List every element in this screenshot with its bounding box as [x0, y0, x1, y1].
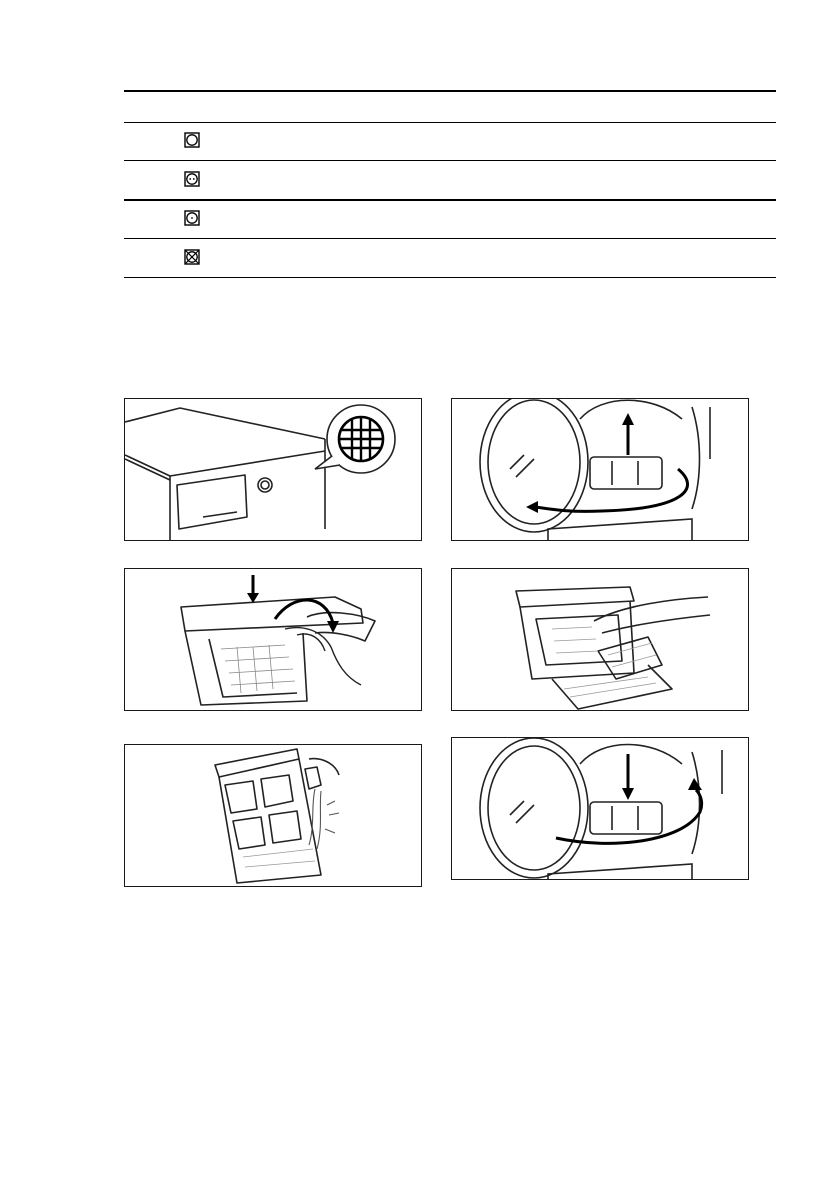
rinse-filter-illustration [125, 745, 421, 886]
panel-open-door-lift-filter [451, 398, 749, 541]
open-door-illustration [452, 399, 748, 540]
panel-remove-fluff [451, 568, 749, 711]
table-row-divider [124, 160, 776, 161]
table-row-divider [124, 238, 776, 239]
filter-open-illustration [125, 569, 421, 710]
table-row-divider [124, 199, 776, 201]
panel-dryer-filter-symbol [124, 398, 422, 541]
tumble-dry-low-heat-icon [184, 210, 200, 226]
panel-reinsert-close-door [451, 737, 749, 880]
panel-press-open-filter [124, 568, 422, 711]
dryer-top-illustration [125, 399, 421, 540]
table-bottom-rule [124, 277, 776, 278]
do-not-tumble-dry-icon [184, 249, 200, 265]
tumble-dry-normal-heat-icon [184, 171, 200, 187]
table-top-rule [124, 90, 776, 92]
tumble-dry-symbol-icon [184, 132, 200, 148]
table-row-divider [124, 122, 776, 123]
care-symbols-table [124, 90, 776, 278]
panel-rinse-filter [124, 744, 422, 887]
remove-fluff-illustration [452, 569, 748, 710]
close-door-illustration [452, 738, 748, 879]
filter-symbol-callout [315, 405, 395, 473]
